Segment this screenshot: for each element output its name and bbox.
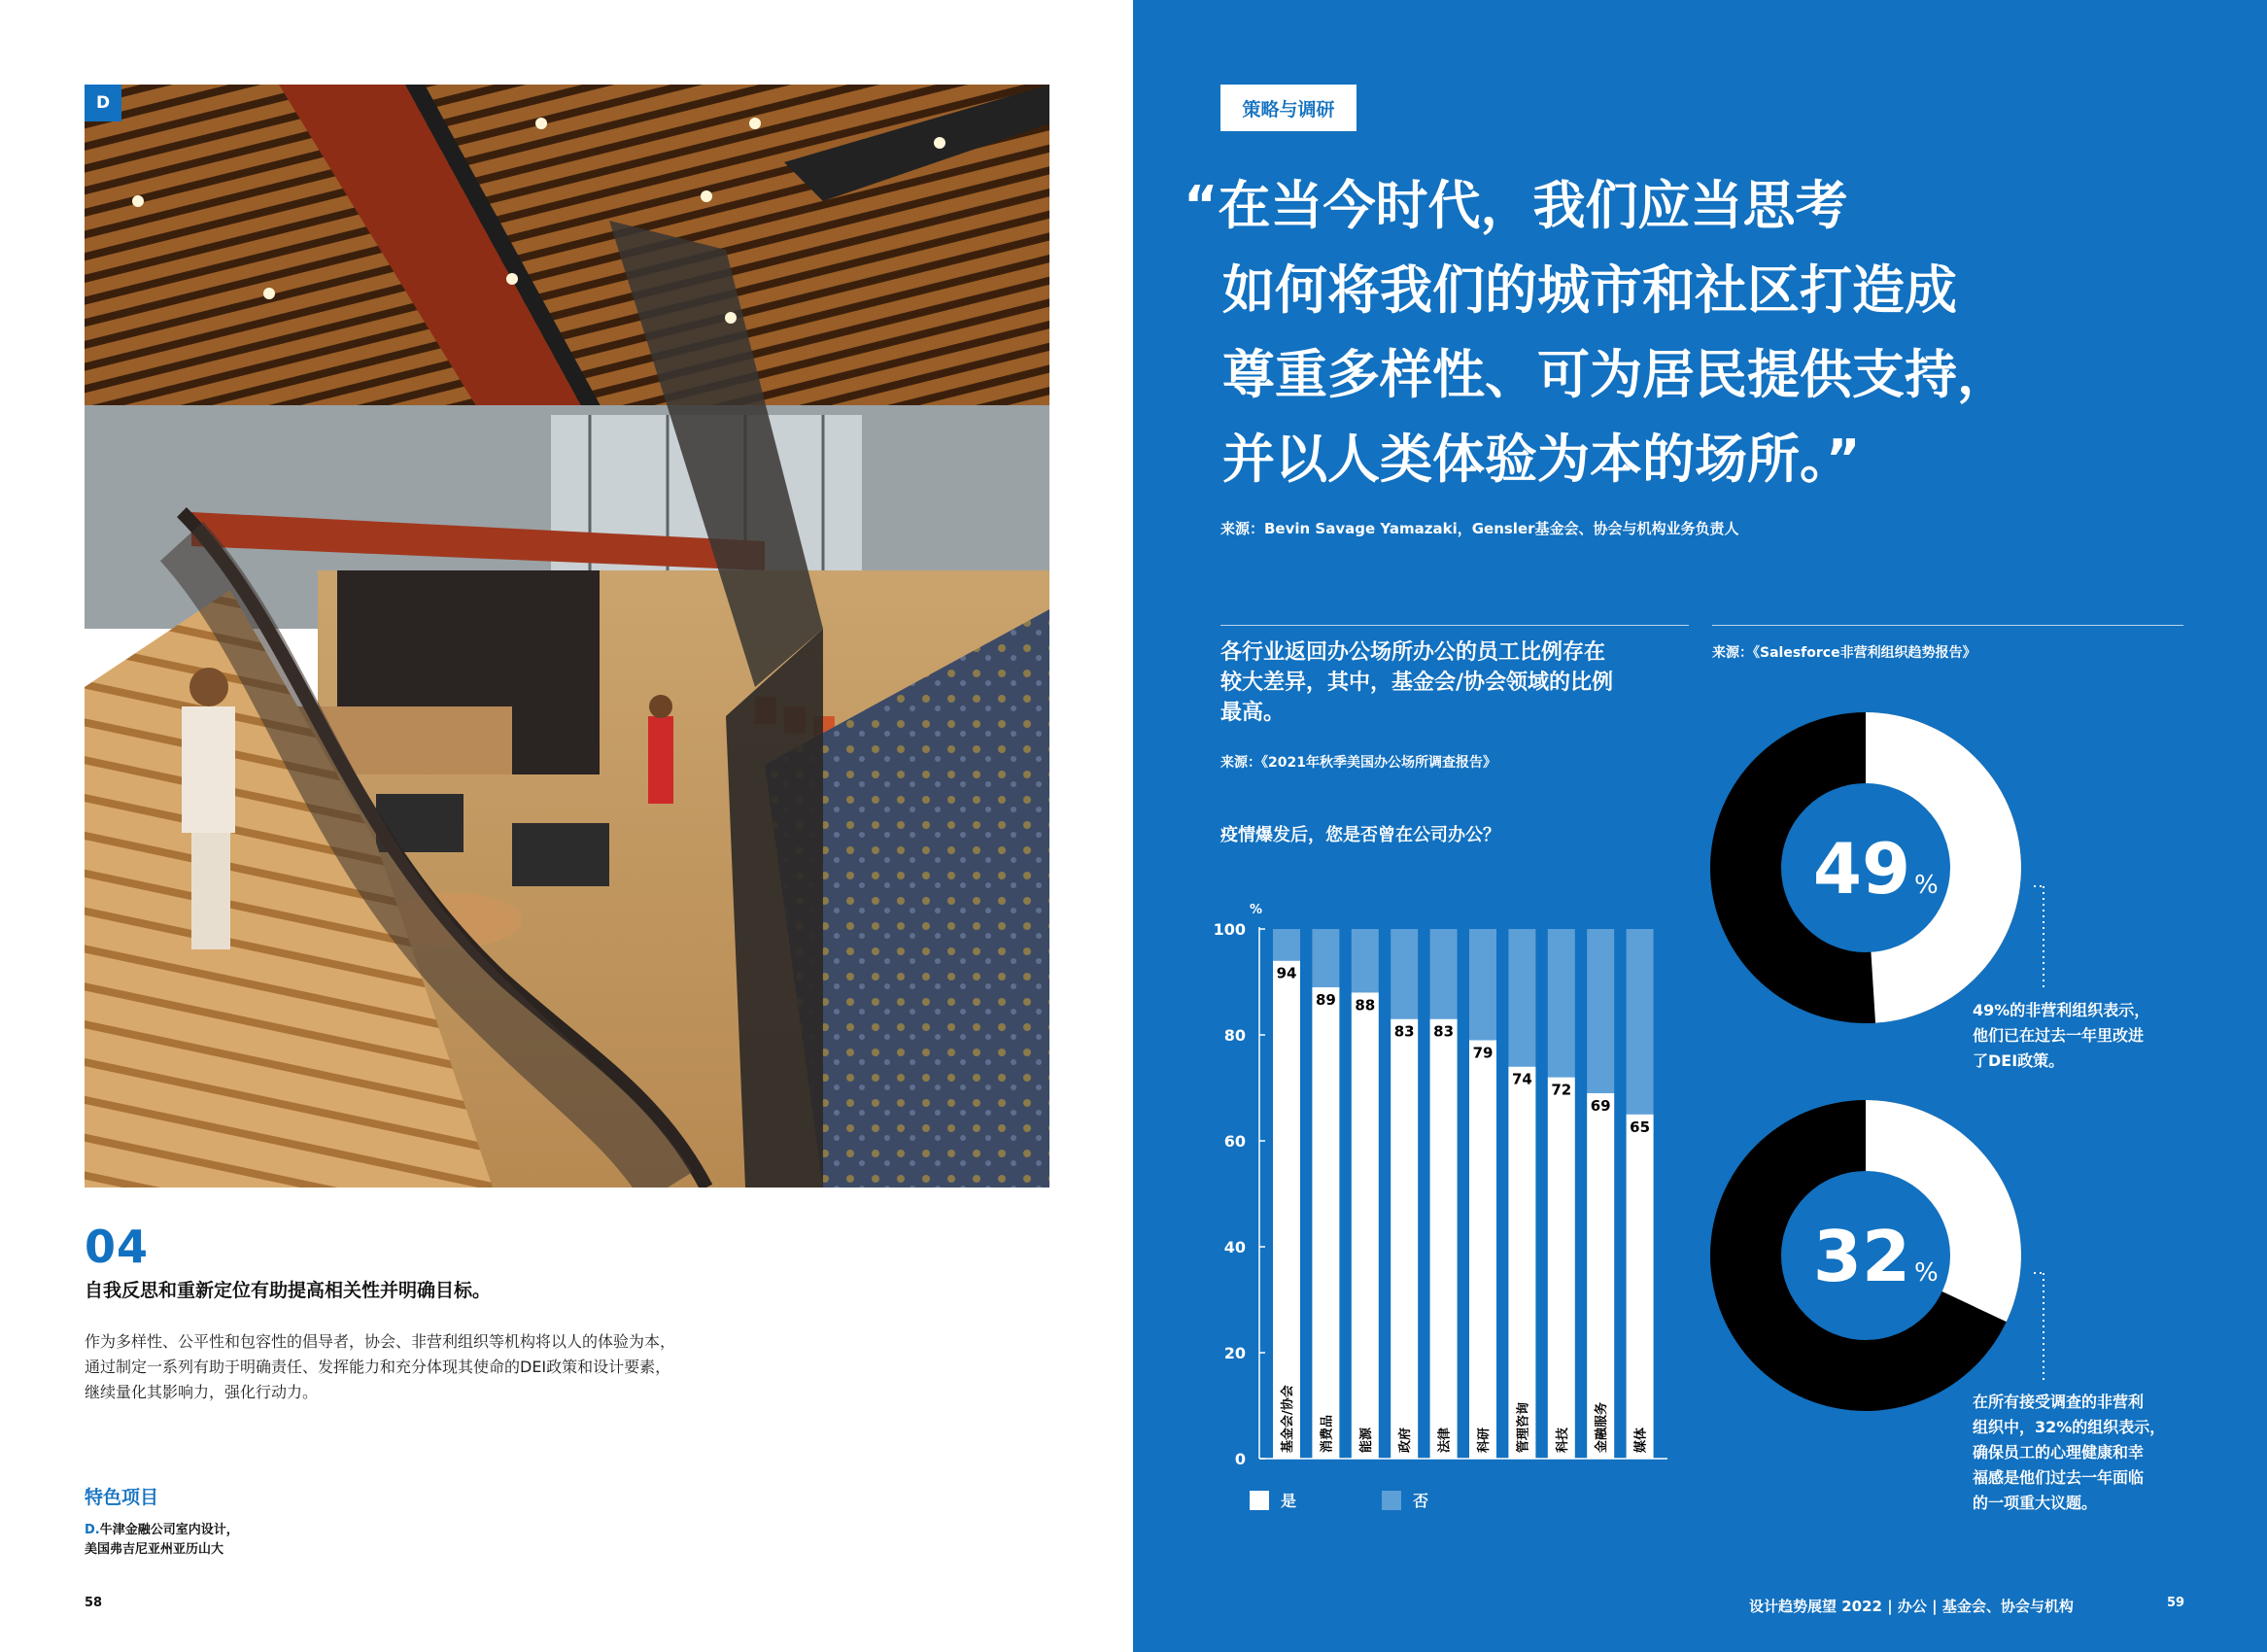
caption-line: 在所有接受调查的非营利 [1973,1393,2145,1411]
category-label: 媒体 [1633,1427,1649,1453]
quote-line: “在当今时代，我们应当思考 [1184,175,1848,236]
bar-no [1312,929,1339,987]
category-label: 能源 [1358,1427,1374,1453]
data-label: 83 [1433,1022,1455,1041]
data-label: 69 [1590,1096,1611,1115]
category-label: 科技 [1555,1427,1570,1453]
pull-quote [1184,163,2009,501]
data-label: 83 [1393,1022,1415,1041]
quote-line: 尊重多样性、可为居民提供支持， [1222,344,2009,405]
category-label: 科研 [1477,1427,1492,1453]
leader-line-1 [2034,884,2053,995]
chart-intro-line: 较大差异，其中，基金会/协会领域的比例 [1220,671,1614,695]
donut-2-caption [1973,1390,2165,1516]
data-label: 94 [1276,964,1297,982]
donut-chart-2 [1710,1100,2021,1411]
legend-swatch-yes [1250,1491,1269,1510]
leader-line-2 [2034,1271,2053,1388]
bar-chart [1213,894,1667,1526]
bar-yes [1273,961,1300,1459]
quote-line: 并以人类体验为本的场所。” [1222,429,1861,490]
legend-swatch-no [1382,1491,1401,1510]
chart-intro [1220,637,1687,728]
chart-intro-line: 最高。 [1220,701,1286,725]
y-tick-label: 0 [1234,1450,1246,1468]
caption-line: 组织中，32%的组织表示， [1973,1418,2166,1436]
category-tag: 策略与调研 [1220,85,1357,131]
interior-photo [85,85,1049,1187]
featured-project-line [85,1519,239,1537]
section-heading: 自我反思和重新定位有助提高相关性并明确目标。 [85,1280,492,1301]
bar-yes [1548,1078,1575,1459]
category-label: 政府 [1398,1427,1414,1453]
data-label: 72 [1551,1081,1572,1099]
quote-source: 来源：Bevin Savage Yamazaki，Gensler基金会、协会与机构业务负责人 [1220,520,1739,537]
bar-no [1430,929,1458,1019]
caption-line: 福感是他们过去一年面临 [1973,1468,2145,1487]
bar-yes [1508,1067,1535,1459]
category-label: 基金会/协会 [1281,1385,1295,1453]
bar-no [1391,929,1418,1019]
donut-value-label: 32 [1812,1216,1911,1297]
donut-value-label: 49 [1812,828,1911,910]
body-paragraph [85,1329,706,1405]
bar-no [1352,929,1379,992]
divider [1712,625,2183,626]
data-label: 88 [1355,996,1376,1015]
y-tick-label: 60 [1223,1132,1246,1151]
body-line: 通过制定一系列有助于明确责任、发挥能力和充分体现其使命的DEI政策和设计要素， [85,1358,671,1376]
category-label: 管理咨询 [1516,1401,1531,1453]
bar-yes [1430,1019,1458,1459]
featured-project-title: 特色项目 [85,1487,159,1508]
divider [1220,625,1689,626]
featured-project-letter: D. [85,1523,100,1537]
donut-unit-label: % [1914,1258,1939,1288]
running-footer: 设计趋势展望 2022 | 办公 | 基金会、协会与机构 [1749,1598,2074,1615]
caption-line: 的一项重大议题。 [1973,1494,2098,1512]
y-tick-label: 100 [1213,920,1246,939]
data-label: 79 [1472,1044,1494,1062]
photo-label-badge: D [85,85,121,121]
bar-yes [1469,1040,1496,1459]
bar-no [1508,929,1535,1067]
bar-yes [1391,1019,1418,1459]
caption-line: 了DEI政策。 [1973,1051,2065,1070]
caption-line: 49%的非营利组织表示， [1973,1001,2150,1019]
page-number-left: 58 [85,1596,103,1610]
donut-source: 来源：《Salesforce非营利组织趋势报告》 [1712,645,1976,661]
bar-no [1469,929,1496,1040]
caption-line: 确保员工的心理健康和幸 [1973,1443,2145,1462]
legend-label-no: 否 [1413,1492,1429,1510]
page-number-right: 59 [2167,1596,2185,1610]
bar-no [1627,929,1654,1115]
data-label: 65 [1630,1118,1651,1136]
bar-no [1587,929,1614,1093]
featured-project-location: 美国弗吉尼亚州亚历山大 [85,1542,224,1557]
donut-chart-1 [1710,712,2021,1023]
legend-label-yes: 是 [1281,1492,1297,1510]
bar-no [1273,929,1300,961]
y-tick-label: 20 [1223,1344,1246,1362]
donut-1-caption [1973,998,2149,1074]
category-label: 金融服务 [1595,1401,1610,1453]
bar-yes [1312,987,1339,1459]
y-axis-unit: % [1250,903,1263,917]
bar-yes [1627,1115,1654,1459]
body-line: 继续量化其影响力，强化行动力。 [85,1383,319,1401]
featured-project-name: 牛津金融公司室内设计， [99,1523,239,1537]
data-label: 89 [1315,990,1336,1009]
bar-yes [1352,992,1379,1459]
category-label: 法律 [1437,1427,1453,1453]
chart-source: 来源：《2021年秋季美国办公场所调查报告》 [1220,755,1496,771]
donut-unit-label: % [1914,871,1939,900]
bar-no [1548,929,1575,1078]
quote-line: 如何将我们的城市和社区打造成 [1222,259,1957,321]
body-line: 作为多样性、公平性和包容性的倡导者，协会、非营利组织等机构将以人的体验为本， [85,1332,676,1351]
section-number: 04 [85,1221,150,1273]
category-label: 消费品 [1320,1414,1335,1453]
caption-line: 他们已在过去一年里改进 [1973,1026,2145,1045]
chart-question: 疫情爆发后，您是否曾在公司办公？ [1220,825,1500,845]
y-tick-label: 40 [1223,1238,1246,1256]
data-label: 74 [1511,1070,1532,1088]
y-tick-label: 80 [1223,1026,1246,1045]
chart-intro-line: 各行业返回办公场所办公的员工比例存在 [1220,640,1606,665]
